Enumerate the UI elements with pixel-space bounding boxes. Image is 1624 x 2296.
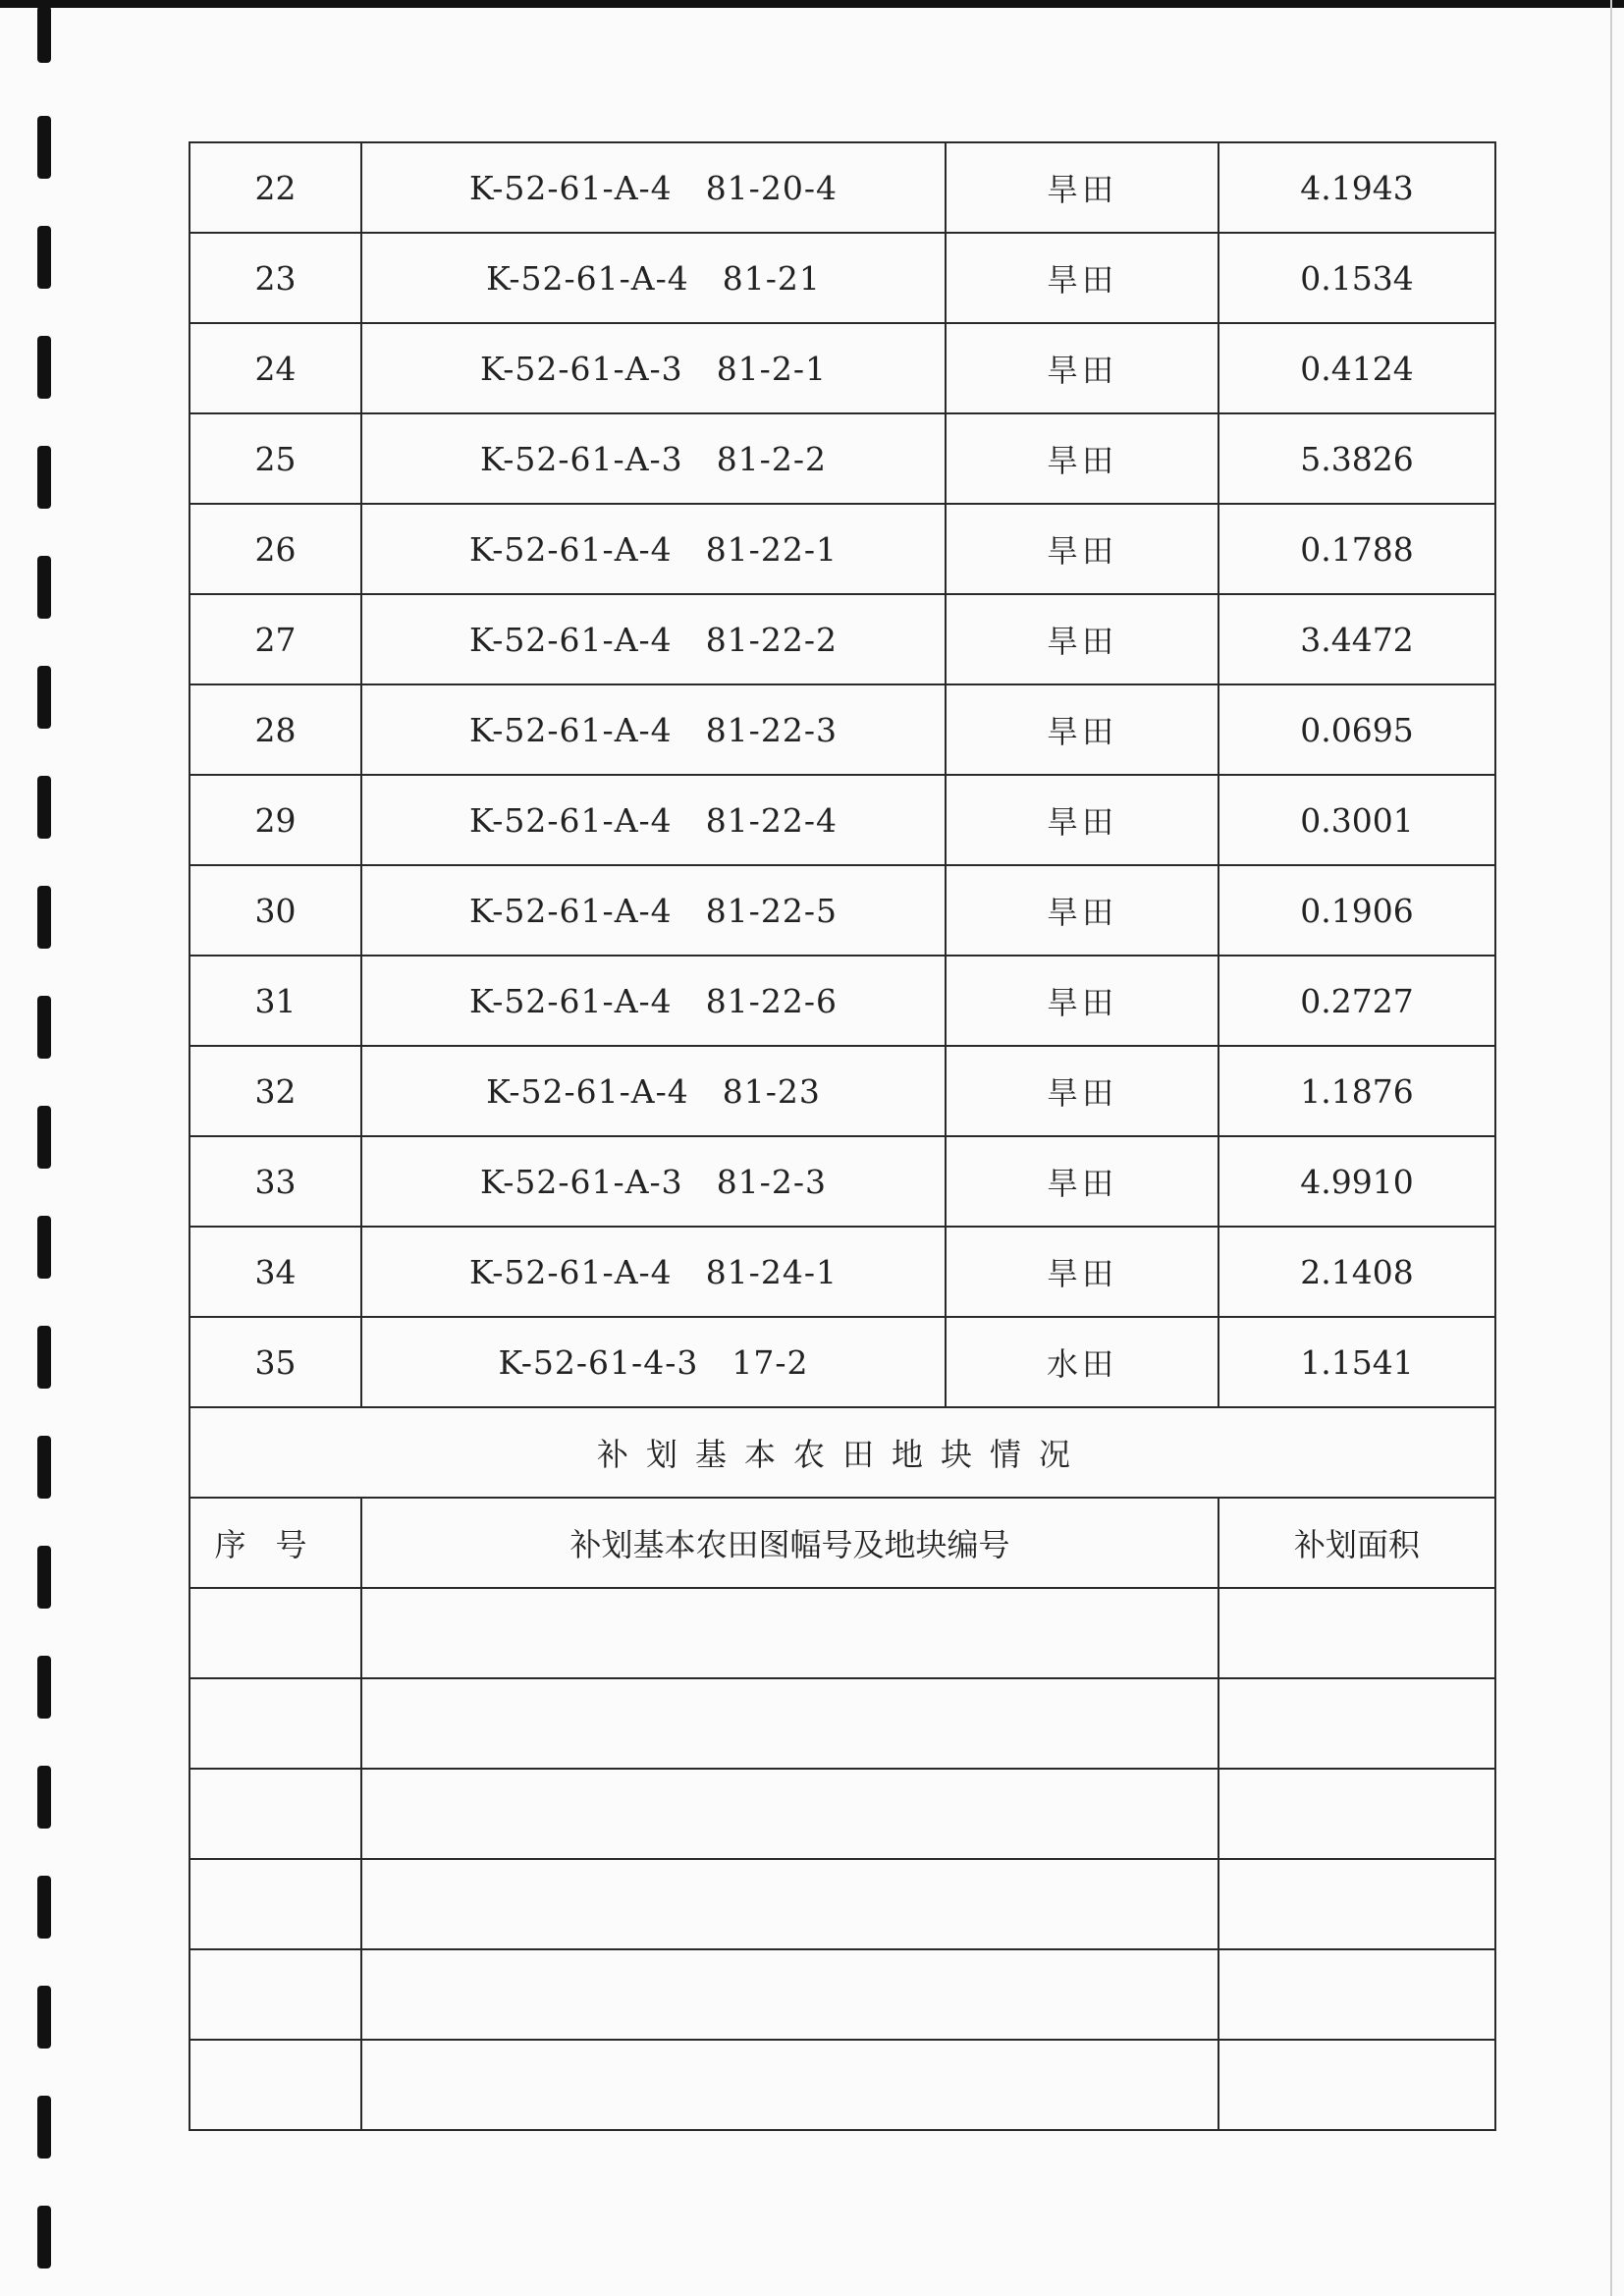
farmland-plot-table [189,141,1496,2131]
land-type-cell: 旱田 [946,594,1218,684]
empty-cell [361,1859,1218,1949]
map-number: K-52-61-A-4 [469,168,673,207]
land-type-cell: 旱田 [946,956,1218,1046]
seq-cell: 27 [189,594,361,684]
map-number: K-52-61-A-4 [469,529,673,569]
table-row [189,504,1495,594]
land-type-cell: 旱田 [946,684,1218,775]
seq-cell: 31 [189,956,361,1046]
binding-hole [37,996,51,1059]
empty-cell [361,1769,1218,1859]
seq-cell: 25 [189,413,361,504]
land-type-cell: 旱田 [946,1227,1218,1317]
binding-hole [37,776,51,839]
map-number: K-52-61-A-4 [469,620,673,659]
empty-cell [361,2040,1218,2130]
area-cell: 4.1943 [1218,142,1495,233]
header-area: 补划面积 [1218,1498,1495,1588]
seq-cell: 34 [189,1227,361,1317]
area-cell: 0.3001 [1218,775,1495,865]
table-row [189,1046,1495,1136]
plot-number: 81-22-1 [705,529,838,569]
plot-number: 81-2-2 [716,439,827,478]
empty-cell [1218,2040,1495,2130]
binding-hole [37,116,51,179]
binding-hole [37,1326,51,1389]
map-number: K-52-61-4-3 [498,1342,699,1382]
binding-hole [37,2206,51,2269]
map-number: K-52-61-A-4 [469,1252,673,1291]
empty-cell [189,1588,361,1678]
binding-hole [37,1106,51,1169]
map-number: K-52-61-A-4 [469,981,673,1020]
binding-hole [37,1436,51,1499]
plot-code-cell [361,594,946,684]
empty-cell [1218,1588,1495,1678]
plot-code-cell [361,504,946,594]
area-cell: 0.1788 [1218,504,1495,594]
table-row [189,233,1495,323]
empty-cell [189,1678,361,1769]
table-row [189,684,1495,775]
seq-cell: 22 [189,142,361,233]
empty-row [189,1678,1495,1769]
binding-hole [37,1876,51,1939]
binding-hole [37,1546,51,1609]
scan-top-edge [0,0,1624,8]
seq-cell: 32 [189,1046,361,1136]
plot-code-cell [361,775,946,865]
table-row [189,413,1495,504]
table-row [189,956,1495,1046]
binding-hole [37,336,51,399]
map-number: K-52-61-A-3 [480,1162,683,1201]
binding-hole [37,886,51,949]
area-cell: 0.2727 [1218,956,1495,1046]
land-type-cell: 旱田 [946,233,1218,323]
area-cell: 0.1906 [1218,865,1495,956]
empty-cell [1218,1678,1495,1769]
table-row [189,594,1495,684]
binding-hole [37,226,51,289]
map-number: K-52-61-A-4 [469,800,673,840]
plot-number: 81-22-5 [705,891,838,930]
plot-number: 17-2 [731,1342,809,1382]
binding-hole [37,1656,51,1719]
empty-row [189,1859,1495,1949]
land-type-cell: 旱田 [946,1046,1218,1136]
plot-code-cell [361,413,946,504]
area-cell: 1.1541 [1218,1317,1495,1407]
plot-code-cell [361,1046,946,1136]
map-number: K-52-61-A-4 [486,258,689,298]
header-seq: 序号 [189,1498,361,1588]
empty-row [189,1769,1495,1859]
seq-cell: 30 [189,865,361,956]
empty-row [189,2040,1495,2130]
plot-number: 81-2-1 [716,349,827,388]
empty-cell [1218,1949,1495,2040]
land-type-cell: 水田 [946,1317,1218,1407]
empty-cell [361,1588,1218,1678]
header-map-plot: 补划基本农田图幅号及地块编号 [361,1498,1218,1588]
plot-code-cell [361,865,946,956]
plot-code-cell [361,684,946,775]
seq-cell: 28 [189,684,361,775]
area-cell: 3.4472 [1218,594,1495,684]
empty-cell [1218,1769,1495,1859]
map-number: K-52-61-A-4 [486,1071,689,1111]
empty-row [189,1949,1495,2040]
area-cell: 1.1876 [1218,1046,1495,1136]
map-number: K-52-61-A-4 [469,891,673,930]
seq-cell: 33 [189,1136,361,1227]
binding-hole [37,1766,51,1829]
seq-cell: 24 [189,323,361,413]
plot-number: 81-21 [722,258,821,298]
area-cell: 0.0695 [1218,684,1495,775]
plot-rows [189,142,1495,2130]
land-type-cell: 旱田 [946,413,1218,504]
table-row [189,865,1495,956]
plot-number: 81-24-1 [705,1252,838,1291]
land-type-cell: 旱田 [946,323,1218,413]
plot-number: 81-22-4 [705,800,838,840]
binding-hole [37,6,51,63]
map-number: K-52-61-A-3 [480,349,683,388]
plot-code-cell [361,1136,946,1227]
area-cell: 5.3826 [1218,413,1495,504]
area-cell: 4.9910 [1218,1136,1495,1227]
land-type-cell: 旱田 [946,504,1218,594]
seq-cell: 29 [189,775,361,865]
binding-hole [37,446,51,509]
binding-hole [37,556,51,619]
binding-hole [37,1986,51,2049]
binding-hole [37,2096,51,2159]
empty-cell [189,2040,361,2130]
area-cell: 2.1408 [1218,1227,1495,1317]
empty-cell [361,1678,1218,1769]
binding-hole [37,1216,51,1279]
area-cell: 0.1534 [1218,233,1495,323]
plot-code-cell [361,323,946,413]
table-row [189,1227,1495,1317]
plot-number: 81-22-6 [705,981,838,1020]
supplement-title: 补划基本农田地块情况 [189,1407,1495,1498]
area-cell: 0.4124 [1218,323,1495,413]
plot-number: 81-23 [722,1071,821,1111]
empty-cell [361,1949,1218,2040]
table-row [189,1136,1495,1227]
table-row [189,775,1495,865]
empty-cell [1218,1859,1495,1949]
table-row [189,142,1495,233]
plot-code-cell [361,233,946,323]
binding-holes [0,0,79,2296]
table-row [189,323,1495,413]
binding-hole [37,666,51,729]
empty-cell [189,1769,361,1859]
plot-code-cell [361,1227,946,1317]
supplement-title-row [189,1407,1495,1498]
seq-cell: 23 [189,233,361,323]
plot-number: 81-22-2 [705,620,838,659]
land-type-cell: 旱田 [946,142,1218,233]
plot-number: 81-20-4 [705,168,838,207]
map-number: K-52-61-A-4 [469,710,673,749]
scan-right-edge [1610,0,1612,2296]
seq-cell: 26 [189,504,361,594]
plot-code-cell [361,142,946,233]
land-type-cell: 旱田 [946,1136,1218,1227]
plot-code-cell [361,1317,946,1407]
supplement-header-row [189,1498,1495,1588]
plot-number: 81-22-3 [705,710,838,749]
empty-cell [189,1949,361,2040]
land-type-cell: 旱田 [946,865,1218,956]
empty-row [189,1588,1495,1678]
plot-number: 81-2-3 [716,1162,827,1201]
seq-cell: 35 [189,1317,361,1407]
table-row [189,1317,1495,1407]
empty-cell [189,1859,361,1949]
land-type-cell: 旱田 [946,775,1218,865]
map-number: K-52-61-A-3 [480,439,683,478]
plot-code-cell [361,956,946,1046]
